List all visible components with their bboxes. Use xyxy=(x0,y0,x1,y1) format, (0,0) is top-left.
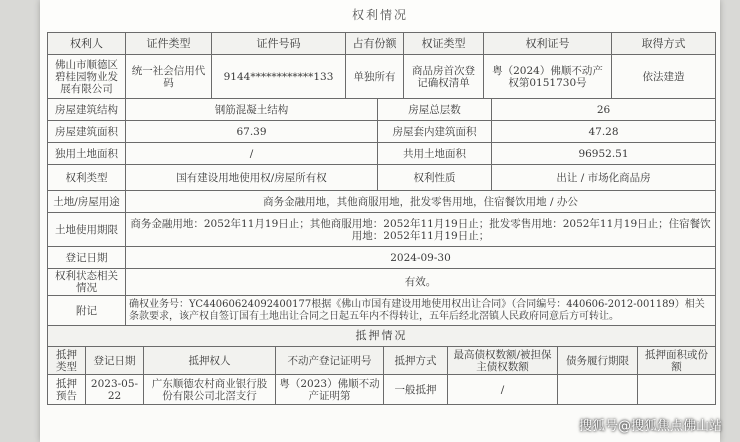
id-number: 9144************133 xyxy=(212,55,346,99)
owner-name: 佛山市顺德区碧桂园物业发展有限公司 xyxy=(48,55,126,99)
owner-table xyxy=(47,32,716,99)
structure-value: 钢筋混凝土结构 xyxy=(126,99,378,121)
section-title: 权利情况 xyxy=(40,0,720,30)
mort-type: 抵押预告 xyxy=(48,375,86,405)
status-value: 有效。 xyxy=(126,269,716,296)
share: 单独所有 xyxy=(346,55,404,99)
right-nature-label: 权利性质 xyxy=(378,165,492,191)
id-type: 统一社会信用代码 xyxy=(126,55,212,99)
note-value: 确权业务号：YC44060624092400177根据《佛山市国有建设用地使用权出让合同》（合同编号：440606-2012-001189）相关条款要求，该产权自签订国有土地出让合同之日起五年内不得转让，五年后经北滘镇人民政府同意后方可转让。 xyxy=(126,296,716,326)
inner-area-value: 47.28 xyxy=(492,121,716,143)
mort-term xyxy=(558,375,638,405)
sole-land-label: 独用土地面积 xyxy=(48,143,126,165)
period-label: 土地使用期限 xyxy=(48,213,126,247)
mort-header-term: 债务履行期限 xyxy=(558,347,638,375)
status-label: 权利状态相关情况 xyxy=(48,269,126,296)
details-table xyxy=(47,98,716,326)
header-cert-number: 权利证号 xyxy=(484,33,612,55)
floors-label: 房屋总层数 xyxy=(378,99,492,121)
reg-date-label: 登记日期 xyxy=(48,247,126,269)
shared-land-value: 96952.51 xyxy=(492,143,716,165)
mortgage-table xyxy=(47,325,716,405)
note-label: 附记 xyxy=(48,296,126,326)
mort-header-cert: 不动产登记证明号 xyxy=(276,347,384,375)
header-id-number: 证件号码 xyxy=(212,33,346,55)
cert-number: 粤（2024）佛顺不动产权第0151730号 xyxy=(484,55,612,99)
mort-header-mortgagee: 抵押权人 xyxy=(144,347,276,375)
sole-land-value: / xyxy=(126,143,378,165)
shared-land-label: 共用土地面积 xyxy=(378,143,492,165)
usage-value: 商务金融用地，其他商服用地，批发零售用地，住宿餐饮用地 / 办公 xyxy=(126,191,716,213)
mort-header-method: 抵押方式 xyxy=(384,347,448,375)
acquire-method: 依法建造 xyxy=(612,55,716,99)
reg-date-value: 2024-09-30 xyxy=(126,247,716,269)
rights-table-container xyxy=(47,32,715,405)
usage-label: 土地/房屋用途 xyxy=(48,191,126,213)
mort-header-area: 抵押面积或份额 xyxy=(638,347,716,375)
header-acquire-method: 取得方式 xyxy=(612,33,716,55)
mort-cert: 粤（2023）佛顺不动产证明第 xyxy=(276,375,384,405)
mort-mortgagee: 广东顺德农村商业银行股份有限公司北滘支行 xyxy=(144,375,276,405)
area-label: 房屋建筑面积 xyxy=(48,121,126,143)
cert-type: 商品房首次登记确权清单 xyxy=(404,55,484,99)
inner-area-label: 房屋套内建筑面积 xyxy=(378,121,492,143)
mort-amount: / xyxy=(448,375,558,405)
mort-method: 一般抵押 xyxy=(384,375,448,405)
area-value: 67.39 xyxy=(126,121,378,143)
mort-header-type: 抵押类型 xyxy=(48,347,86,375)
floors-value: 26 xyxy=(492,99,716,121)
header-id-type: 证件类型 xyxy=(126,33,212,55)
mort-date: 2023-05-22 xyxy=(86,375,144,405)
right-type-label: 权利类型 xyxy=(48,165,126,191)
header-cert-type: 权证类型 xyxy=(404,33,484,55)
mort-area xyxy=(638,375,716,405)
header-share: 占有份额 xyxy=(346,33,404,55)
structure-label: 房屋建筑结构 xyxy=(48,99,126,121)
right-nature-value: 出让 / 市场化商品房 xyxy=(492,165,716,191)
mort-header-date: 登记日期 xyxy=(86,347,144,375)
header-owner: 权利人 xyxy=(48,33,126,55)
mort-header-amount: 最高债权数额/被担保主债权数额 xyxy=(448,347,558,375)
mortgage-title: 抵押情况 xyxy=(48,326,716,347)
watermark: 搜狐号@搜狐焦点佛山站 xyxy=(578,419,722,434)
period-value: 商务金融用地：2052年11月19日止；其他商服用地：2052年11月19日止；批发零售用地：2052年11月19日止；住宿餐饮用地：2052年11月19日止； xyxy=(126,213,716,247)
right-type-value: 国有建设用地使用权/房屋所有权 xyxy=(126,165,378,191)
